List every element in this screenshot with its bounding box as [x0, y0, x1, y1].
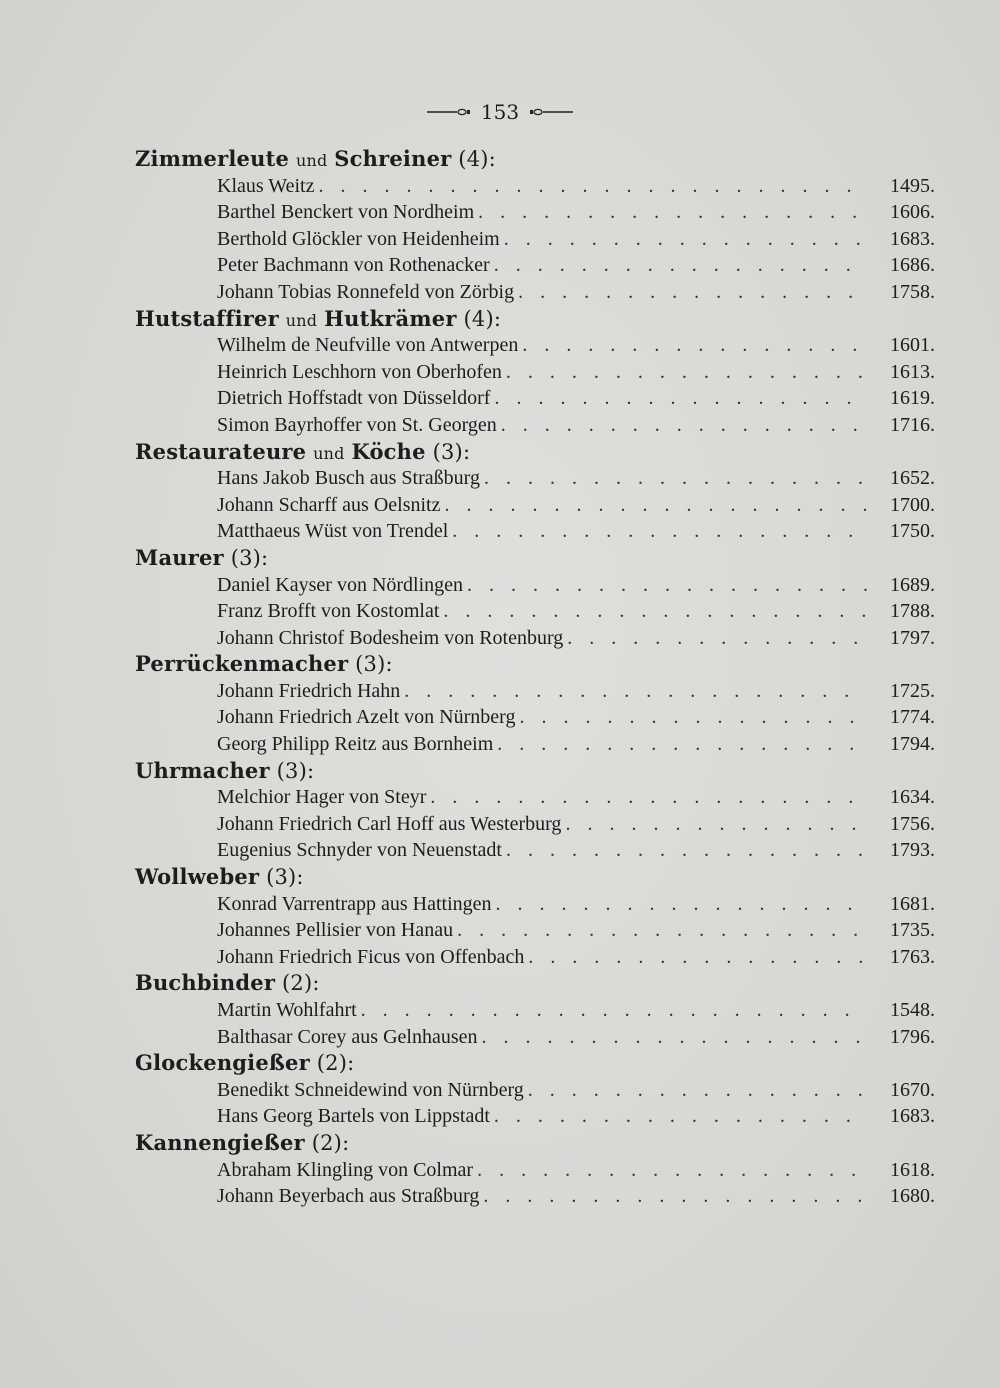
- entry-year: 1670.: [890, 1078, 935, 1101]
- entry-name: Martin Wohlfahrt: [217, 999, 357, 1021]
- dot-leader: [477, 1157, 867, 1184]
- dot-leader: [504, 226, 867, 253]
- category-name: Uhrmacher: [135, 757, 270, 783]
- left-ornament-icon: [427, 106, 471, 118]
- entry-name: Johann Friedrich Carl Hoff aus Westerburg: [217, 812, 562, 835]
- dot-leader: [318, 173, 867, 200]
- entry-name: Balthasar Corey aus Gelnhausen: [217, 1025, 478, 1048]
- dot-leader: [478, 199, 867, 226]
- category-name: Wollweber: [135, 864, 260, 890]
- dot-leader: [528, 1077, 867, 1104]
- dot-leader: [506, 837, 867, 864]
- dot-leader: [519, 704, 867, 731]
- entry-row: [135, 731, 935, 758]
- dot-leader: [483, 1183, 867, 1210]
- entry-year: 1495.: [890, 174, 935, 197]
- entry-name: Klaus Weitz: [217, 174, 315, 197]
- entry-name: Johann Friedrich Hahn: [217, 679, 401, 702]
- entry-name: Johannes Pellisier von Hanau: [217, 919, 454, 942]
- entry-name: Benedikt Schneidewind von Nürnberg: [217, 1078, 524, 1101]
- entry-row: [135, 1183, 935, 1210]
- dot-leader: [506, 359, 867, 386]
- entry-row: [135, 944, 935, 971]
- entry-row: [135, 811, 935, 838]
- entry-year: 1735.: [890, 919, 935, 942]
- page-number: 153: [480, 100, 520, 124]
- entry-row: [135, 997, 935, 1024]
- dot-leader: [522, 332, 867, 359]
- entry-name: Johann Scharff aus Oelsnitz: [217, 493, 441, 516]
- category-heading: [135, 1050, 935, 1077]
- entry-row: [135, 1103, 935, 1130]
- dot-leader: [361, 997, 867, 1024]
- entry-year: 1634.: [890, 786, 935, 809]
- dot-leader: [481, 1024, 867, 1051]
- entry-year: 1681.: [890, 892, 935, 915]
- entry-row: [135, 518, 935, 545]
- entry-year: 1548.: [890, 999, 935, 1021]
- entry-year: 1619.: [890, 387, 935, 410]
- category-count: (2):: [282, 971, 320, 996]
- entry-name: Johann Friedrich Ficus von Offenbach: [217, 945, 525, 968]
- category-name: Restaurateure: [135, 438, 307, 464]
- entry-row: [135, 412, 935, 439]
- entry-row: [135, 784, 935, 811]
- category-count: (4):: [458, 147, 496, 171]
- dot-leader: [467, 572, 867, 599]
- category-name-second: Hutkrämer: [324, 305, 457, 331]
- category-heading: [135, 439, 935, 466]
- entry-name: Simon Bayrhoffer von St. Georgen: [217, 413, 497, 436]
- dot-leader: [501, 412, 867, 439]
- entry-row: [135, 279, 935, 306]
- entry-name: Johann Friedrich Azelt von Nürnberg: [217, 706, 516, 729]
- category-conjunction: und: [313, 443, 345, 463]
- entry-year: 1774.: [890, 706, 935, 729]
- entry-year: 1763.: [890, 945, 935, 968]
- entry-name: Dietrich Hoffstadt von Düsseldorf: [217, 387, 491, 410]
- category-name: Perrückenmacher: [135, 651, 349, 677]
- entry-year: 1756.: [890, 812, 935, 835]
- entry-row: [135, 917, 935, 944]
- entry-row: [135, 465, 935, 492]
- category-count: (3):: [432, 439, 471, 464]
- dot-leader: [452, 518, 867, 545]
- entry-year: 1725.: [890, 679, 935, 702]
- category-heading: [135, 146, 935, 173]
- entry-name: Konrad Varrentrapp aus Hattingen: [217, 892, 492, 915]
- entry-name: Barthel Benckert von Nordheim: [217, 201, 475, 224]
- entry-name: Berthold Glöckler von Heidenheim: [217, 227, 500, 250]
- right-ornament-icon: [529, 106, 573, 118]
- entry-row: [135, 359, 935, 386]
- entry-name: Johann Beyerbach aus Straßburg: [217, 1185, 480, 1208]
- category-name: Hutstaffirer: [135, 305, 279, 331]
- entry-row: [135, 704, 935, 731]
- entry-row: [135, 252, 935, 279]
- category-name: Maurer: [135, 544, 224, 570]
- entry-row: [135, 226, 935, 253]
- dot-leader: [444, 492, 867, 519]
- category-heading: [135, 306, 935, 333]
- entry-name: Melchior Hager von Steyr: [217, 786, 427, 809]
- entry-year: 1758.: [890, 280, 935, 303]
- category-name-second: Köche: [351, 438, 426, 464]
- dot-leader: [565, 811, 867, 838]
- entry-year: 1686.: [890, 254, 935, 277]
- entry-row: [135, 385, 935, 412]
- category-heading: [135, 1130, 935, 1157]
- entry-name: Franz Brofft von Kostomlat: [217, 600, 440, 623]
- category-heading: [135, 651, 935, 678]
- category-heading: [135, 545, 935, 572]
- entry-name: Peter Bachmann von Rothenacker: [217, 254, 490, 277]
- category-count: (3):: [230, 545, 269, 570]
- category-count: (3):: [276, 758, 315, 783]
- entry-name: Hans Georg Bartels von Lippstadt: [217, 1105, 490, 1128]
- entry-year: 1788.: [890, 600, 935, 623]
- entry-year: 1652.: [890, 467, 935, 490]
- dot-leader: [497, 731, 867, 758]
- category-name: Zimmerleute: [135, 146, 290, 171]
- entry-row: [135, 837, 935, 864]
- entry-row: [135, 891, 935, 918]
- entry-row: [135, 199, 935, 226]
- category-name: Buchbinder: [135, 970, 276, 996]
- entry-name: Daniel Kayser von Nördlingen: [217, 573, 464, 596]
- dot-leader: [404, 678, 867, 705]
- entry-row: [135, 1024, 935, 1051]
- entry-name: Matthaeus Wüst von Trendel: [217, 520, 449, 543]
- dot-leader: [457, 917, 867, 944]
- entry-year: 1601.: [890, 334, 935, 357]
- entry-year: 1796.: [890, 1025, 935, 1048]
- register-list: [135, 146, 935, 1210]
- category-count: (3):: [355, 652, 393, 677]
- entry-name: Wilhelm de Neufville von Antwerpen: [217, 334, 519, 357]
- entry-year: 1683.: [890, 1105, 935, 1128]
- entry-row: [135, 492, 935, 519]
- entry-name: Johann Tobias Ronnefeld von Zörbig: [217, 280, 515, 303]
- entry-year: 1680.: [890, 1185, 935, 1208]
- entry-row: [135, 1157, 935, 1184]
- entry-row: [135, 598, 935, 625]
- category-count: (4):: [463, 306, 502, 331]
- entry-year: 1716.: [890, 413, 935, 436]
- category-conjunction: und: [285, 310, 318, 330]
- category-name-second: Schreiner: [334, 146, 452, 171]
- entry-row: [135, 332, 935, 359]
- entry-year: 1794.: [890, 733, 935, 756]
- entry-year: 1689.: [890, 573, 935, 596]
- entry-name: Georg Philipp Reitz aus Bornheim: [217, 733, 494, 756]
- dot-leader: [528, 944, 867, 971]
- dot-leader: [443, 598, 867, 625]
- dot-leader: [484, 465, 867, 492]
- entry-name: Abraham Klingling von Colmar: [217, 1158, 474, 1181]
- entry-year: 1683.: [890, 227, 935, 250]
- category-count: (2):: [311, 1130, 350, 1155]
- entry-row: [135, 1077, 935, 1104]
- entry-name: Hans Jakob Busch aus Straßburg: [217, 467, 480, 490]
- category-count: (3):: [266, 865, 304, 890]
- dot-leader: [494, 385, 867, 412]
- entry-row: [135, 625, 935, 652]
- entry-year: 1797.: [890, 626, 935, 649]
- entry-row: [135, 572, 935, 599]
- category-heading: [135, 758, 935, 785]
- category-heading: [135, 864, 935, 891]
- entry-year: 1613.: [890, 360, 935, 383]
- entry-name: Heinrich Leschhorn von Oberhofen: [217, 360, 502, 383]
- entry-row: [135, 678, 935, 705]
- entry-name: Eugenius Schnyder von Neuenstadt: [217, 839, 502, 862]
- entry-row: [135, 173, 935, 200]
- dot-leader: [430, 784, 867, 811]
- dot-leader: [496, 891, 867, 918]
- entry-year: 1606.: [890, 201, 935, 224]
- category-name: Glockengießer: [135, 1050, 310, 1076]
- entry-year: 1750.: [890, 520, 935, 543]
- dot-leader: [518, 279, 867, 306]
- entry-year: 1618.: [890, 1158, 935, 1181]
- entry-name: Johann Christof Bodesheim von Rotenburg: [217, 626, 564, 649]
- entry-year: 1700.: [890, 493, 935, 516]
- category-count: (2):: [316, 1051, 355, 1076]
- category-name: Kannengießer: [135, 1129, 305, 1155]
- entry-year: 1793.: [890, 839, 935, 862]
- category-heading: [135, 970, 935, 997]
- dot-leader: [494, 1103, 867, 1130]
- page-header: [0, 100, 1000, 124]
- category-conjunction: und: [295, 151, 328, 170]
- dot-leader: [567, 625, 867, 652]
- dot-leader: [494, 252, 867, 279]
